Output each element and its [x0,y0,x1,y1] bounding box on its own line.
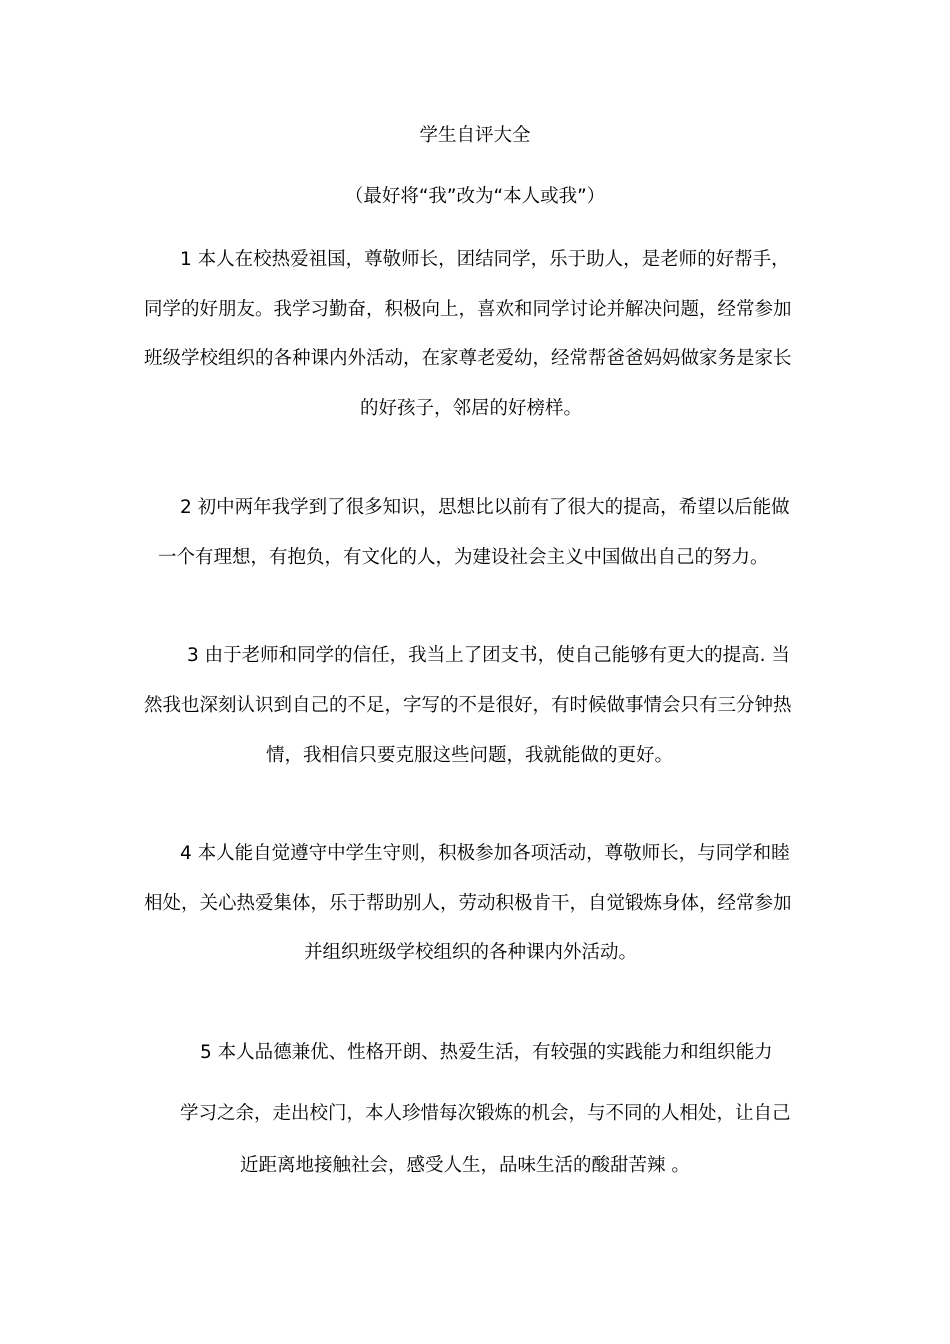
paragraph-1-line-4: 的好孩子，邻居的好榜样。 [360,398,583,419]
paragraph-2-line-2: 一个有理想，有抱负，有文化的人，为建设社会主义中国做出自己的努力。 [158,547,769,568]
paragraph-5-line-2: 学习之余，走出校门，本人珍惜每次锻炼的机会，与不同的人相处，让自己 [180,1103,791,1124]
paragraph-1-line-3: 班级学校组织的各种课内外活动，在家尊老爱幼，经常帮爸爸妈妈做家务是家长 [144,348,792,369]
paragraph-3-line-1: 3 由于老师和同学的信任，我当上了团支书，使自己能够有更大的提高. 当 [187,645,790,666]
paragraph-4-line-2: 相处，关心热爱集体，乐于帮助别人，劳动积极肯干，自觉锻炼身体，经常参加 [144,893,792,914]
paragraph-1-line-2: 同学的好朋友。我学习勤奋，积极向上，喜欢和同学讨论并解决问题，经常参加 [144,299,792,320]
document-subtitle: （最好将“我”改为“本人或我”） [344,186,606,207]
document-title: 学生自评大全 [419,125,531,146]
paragraph-3-line-2: 然我也深刻认识到自己的不足，字写的不是很好，有时候做事情会只有三分钟热 [144,695,792,716]
paragraph-5-line-1: 5 本人品德兼优、性格开朗、热爱生活，有较强的实践能力和组织能力 [200,1042,773,1063]
paragraph-3-line-3: 情，我相信只要克服这些问题，我就能做的更好。 [266,745,674,766]
paragraph-5-line-3: 近距离地接触社会，感受人生，品味生活的酸甜苦辣 。 [240,1155,690,1176]
paragraph-2-line-1: 2 初中两年我学到了很多知识，思想比以前有了很大的提高，希望以后能做 [180,497,790,518]
paragraph-1-line-1: 1 本人在校热爱祖国，尊敬师长，团结同学，乐于助人，是老师的好帮手， [180,249,790,270]
paragraph-4-line-1: 4 本人能自觉遵守中学生守则，积极参加各项活动，尊敬师长，与同学和睦 [180,843,790,864]
paragraph-4-line-3: 并组织班级学校组织的各种课内外活动。 [304,942,638,963]
